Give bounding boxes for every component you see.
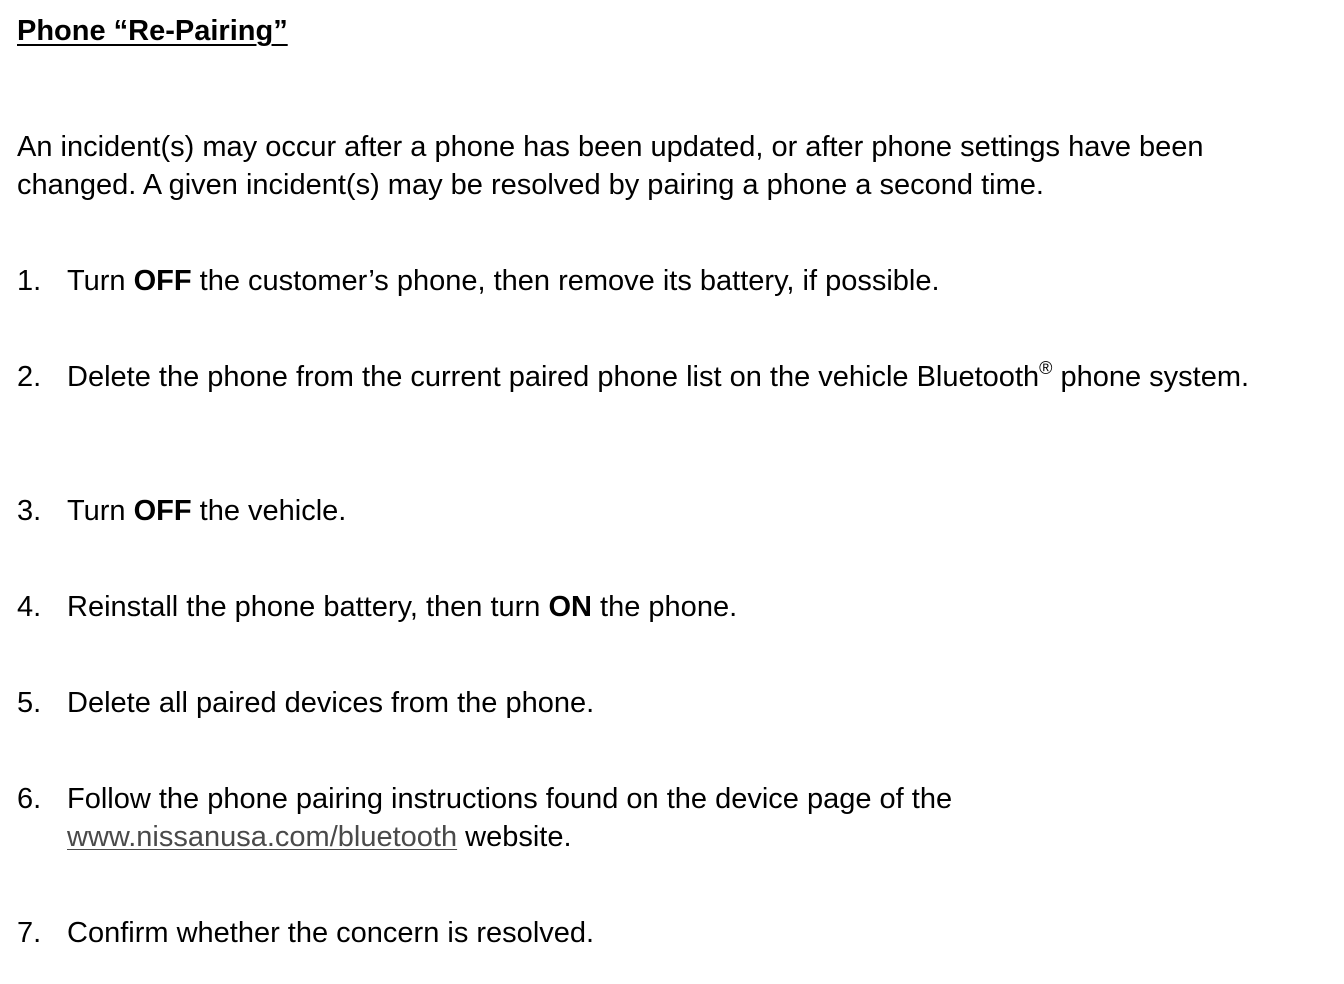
step-text: Follow the phone pairing instructions found on the device page of the www.nissanusa.com/bluetooth website. [67, 783, 953, 853]
step-2 [17, 358, 1327, 396]
step-number: 4. [17, 591, 42, 623]
emphasis-off: OFF [133, 265, 192, 297]
step-7 [17, 914, 1327, 952]
step-3 [17, 492, 1327, 530]
step-4 [17, 588, 1327, 626]
page-title: Phone “Re-Pairing” [17, 15, 288, 47]
step-number: 5. [17, 687, 42, 719]
step-text: Turn OFF the vehicle. [67, 495, 347, 527]
step-text: Delete all paired devices from the phone. [67, 687, 595, 719]
intro-paragraph: An incident(s) may occur after a phone has been updated, or after phone settings have been changed. A given incident(s) may be resolved by pairing a phone a second time. [17, 131, 1204, 201]
bluetooth-website-link[interactable]: www.nissanusa.com/bluetooth [67, 821, 458, 853]
emphasis-off: OFF [133, 495, 192, 527]
step-number: 7. [17, 917, 42, 949]
step-number: 2. [17, 361, 42, 393]
step-text: Delete the phone from the current paired phone list on the vehicle Bluetooth® phone system. [67, 358, 1250, 393]
step-number: 1. [17, 265, 42, 297]
step-text: Confirm whether the concern is resolved. [67, 917, 595, 949]
step-text: Turn OFF the customer’s phone, then remove its battery, if possible. [67, 265, 940, 297]
step-6 [17, 780, 1327, 856]
step-number: 3. [17, 495, 42, 527]
step-5 [17, 684, 1327, 722]
emphasis-on: ON [548, 591, 592, 623]
step-text: Reinstall the phone battery, then turn ON the phone. [67, 591, 738, 623]
step-1 [17, 262, 1327, 300]
registered-mark: ® [1039, 358, 1053, 378]
step-number: 6. [17, 783, 42, 815]
